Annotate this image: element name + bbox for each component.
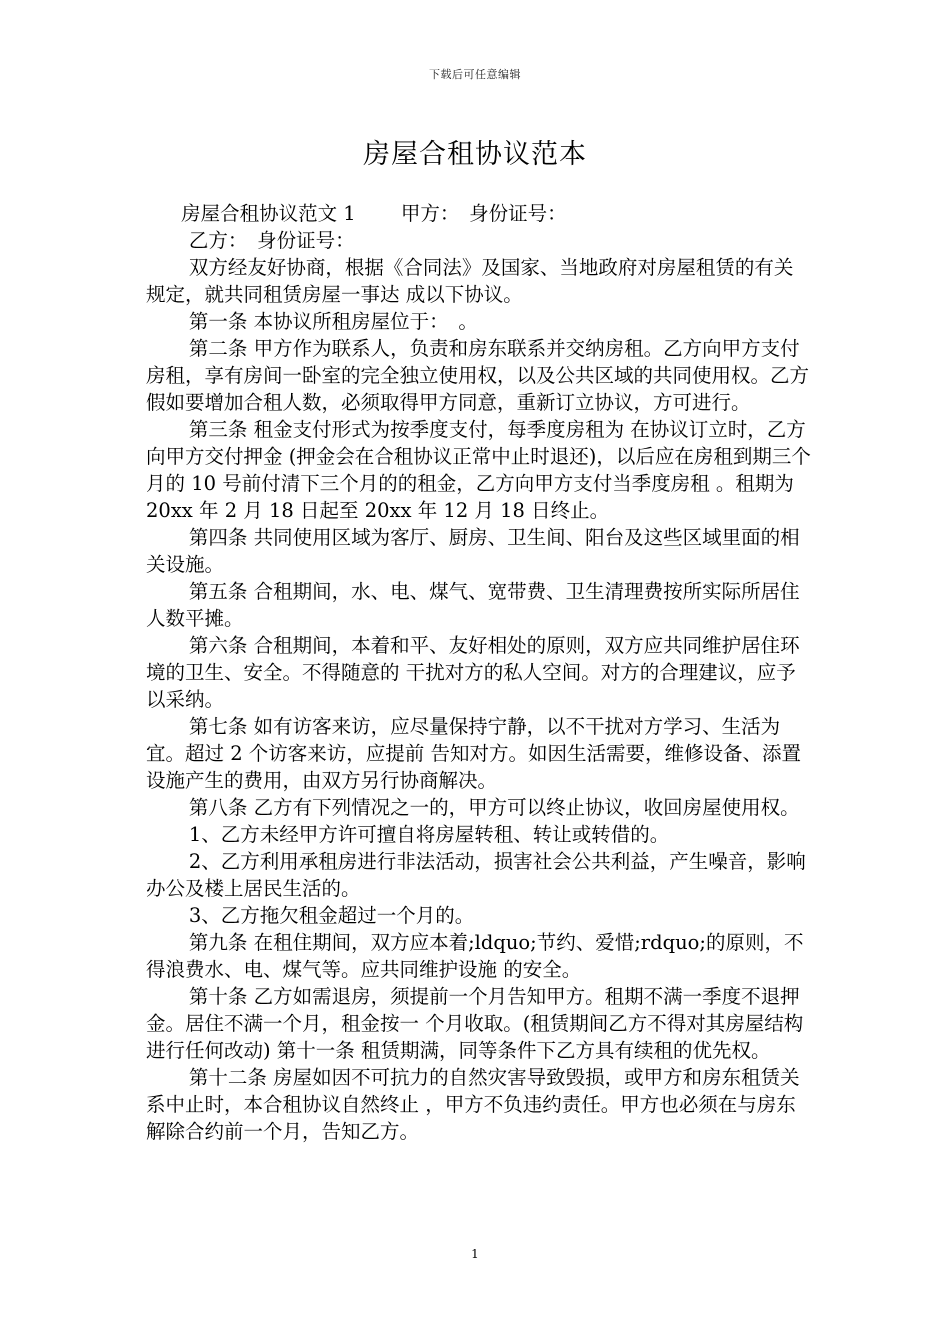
paragraph-article-1: 第一条 本协议所租房屋位于： 。 [188,310,478,333]
paragraph-parties-a: 房屋合租协议范文 1 甲方： 身份证号： [181,202,567,225]
document-title: 房屋合租协议范本 [363,139,587,170]
paragraph-article-2: 第二条 甲方作为联系人，负责和房东联系并交纳房租。乙方向甲方支付房租，享有房间一卧室的完全独立使用权，以及公共区域的共同使用权。乙方假如要增加合租人数，必须取得甲方同意，重新订立协议，方可进行。 [146,337,810,414]
paragraph-article-5: 第五条 合租期间，水、电、煤气、宽带费、卫生清理费按所实际所居住人数平摊。 [146,580,800,630]
paragraph-article-8-item-2: 2、乙方利用承租房进行非法活动，损害社会公共利益，产生噪音，影响办公及楼上居民生活的。 [146,850,806,900]
paragraph-article-8-item-3: 3、乙方拖欠租金超过一个月的。 [188,904,475,927]
paragraph-article-12: 第十二条 房屋如因不可抗力的自然灾害导致毁损，或甲方和房东租赁关系中止时，本合租协议自然终止 ，甲方不负违约责任。甲方也必须在与房东解除合约前一个月，告知乙方。 [146,1066,800,1143]
paragraph-article-8-item-1: 1、乙方未经甲方许可擅自将房屋转租、转让或转借的。 [188,823,670,846]
paragraph-preamble: 双方经友好协商，根据《合同法》及国家、当地政府对房屋租赁的有关规定，就共同租赁房屋一事达 成以下协议。 [146,256,794,306]
page-header-note: 下载后可任意编辑 [429,68,521,81]
paragraph-parties-b: 乙方： 身份证号： [188,229,355,252]
paragraph-article-10-11: 第十条 乙方如需退房，须提前一个月告知甲方。租期不满一季度不退押金。居住不满一个月，租金按一 个月收取。(租赁期间乙方不得对其房屋结构进行任何改动) 第十一条 租赁期满，同等条件下乙方具有续租的优先权。 [146,985,804,1062]
document-body [146,200,812,1145]
page-number: 1 [471,1247,479,1261]
paragraph-article-9: 第九条 在租住期间，双方应本着;ldquo;节约、爱惜;rdquo;的原则，不得浪费水、电、煤气等。应共同维护设施 的安全。 [146,931,804,981]
paragraph-article-7: 第七条 如有访客来访，应尽量保持宁静，以不干扰对方学习、生活为宜。超过 2 个访客来访，应提前 告知对方。如因生活需要，维修设备、添置设施产生的费用，由双方另行协商解决。 [146,715,802,792]
paragraph-article-4: 第四条 共同使用区域为客厅、厨房、卫生间、阳台及这些区域里面的相关设施。 [146,526,800,576]
paragraph-article-3: 第三条 租金支付形式为按季度支付，每季度房租为 在协议订立时，乙方向甲方交付押金 (押金会在合租协议正常中止时退还)，以后应在房租到期三个月的 10 号前付清下三个月的的租金，乙方向甲方支付当季度房租 。租期为 20xx 年 2 月 18 日起至 20xx 年 12 月 18 日终止。 [146,418,811,522]
paragraph-article-8: 第八条 乙方有下列情况之一的，甲方可以终止协议，收回房屋使用权。 [188,796,800,819]
paragraph-article-6: 第六条 合租期间，本着和平、友好相处的原则，双方应共同维护居住环境的卫生、安全。不得随意的 干扰对方的私人空间。对方的合理建议，应予以采纳。 [146,634,800,711]
